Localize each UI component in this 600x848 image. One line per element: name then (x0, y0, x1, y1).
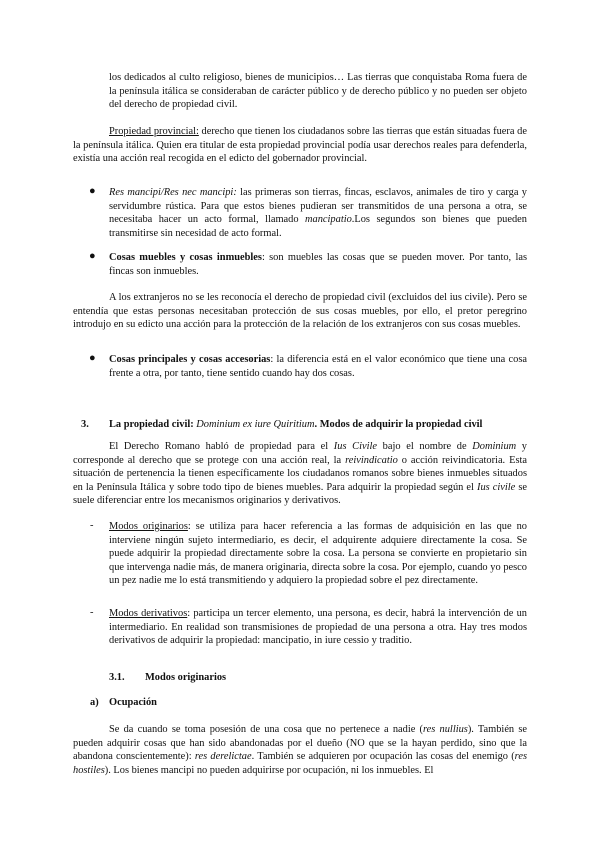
term-mancipatio: mancipatio (305, 214, 352, 226)
term-original-modes: Modos originarios (109, 521, 188, 532)
paragraph-occupation: Se da cuando se toma posesión de una cosa que no pertenece a nadie (res nullius). También se pueden adquirir cosas que han sido abandonadas por el dueño (NO que se la hayan perdido, sino que la abandona conscientemente): res derelictae. También se adquieren por ocupación las cosas del enemigo (res hostiles). Los bienes mancipi no pueden adquirirse por ocupación, ni los inmuebles. El (73, 724, 527, 776)
dash-marker: - (90, 607, 94, 618)
dash-item-original-modes: - Modos originarios: se utiliza para hacer referencia a las formas de adquisición en las que no interviene ningún sujeto intermediario, es decir, el adquirente adquiere directamente la cosa. Se puede adquirir la propiedad directamente sobre la cosa. La persona se convierte en propietario sin que intervenga nadie más, de manera originaria, directa sobre la cosa. Por ejemplo, cuando yo pesco un pez nadie me lo está transmitiendo y adquiero la propiedad sobre el pez directamente. (90, 520, 527, 587)
bullet-marker: ● (89, 352, 96, 364)
section-3-title: La propiedad civil: Dominium ex iure Quiritium. Modos de adquirir la propiedad civil (109, 419, 483, 430)
section-3-1-number: 3.1. (109, 672, 125, 683)
term-res-mancipi: Res mancipi/Res nec mancipi: (109, 187, 237, 198)
section-3-1-title: Modos originarios (145, 672, 227, 683)
section-a-number: a) (90, 697, 99, 708)
term-principal-accessory: Cosas principales y cosas accesorias (109, 354, 271, 365)
paragraph-provincial-property (73, 125, 527, 166)
paragraph-dominium: El Derecho Romano habló de propiedad para el Ius Civile bajo el nombre de Dominium y corresponde al derecho que se protege con una acción real, la reivindicatio o acción reivindicatoria. Esta situación de pertenencia la tienen específicamente los ciudadanos romanos sobre bienes inmuebles situados en la Península Itálica y sobre todo tipo de bienes muebles. Para adquirir la propiedad según el Ius civile se suele diferenciar entre los mecanismos originarios y derivativos. (73, 441, 528, 507)
paragraph-foreigners: A los extranjeros no se les reconocía el derecho de propiedad civil (excluidos del ius civile). Pero se entendía que estas personas necesitaban protección de sus cosas muebles, por ello, el pretor peregrino introdujo en su edicto una acción para la protección de la relación de los extranjeros con sus cosas muebles. (73, 292, 527, 331)
term-derivative-modes: Modos derivativos (109, 608, 188, 619)
bullet-movable-property: ● Cosas muebles y cosas inmuebles: son muebles las cosas que se pueden mover. Por tanto, las fincas son inmuebles. (89, 250, 527, 277)
bullet-marker: ● (89, 250, 96, 262)
paragraph-text: derecho que tienen los ciudadanos sobre las tierras que están situadas fuera de la península itálica. Quien era titular de esta propiedad provincial podía usar derechos reales para defenderla, existía una acción real recogida en el edicto del gobernador provincial. (73, 126, 527, 165)
paragraph-public-lands (109, 71, 527, 112)
section-3-number: 3. (81, 419, 89, 430)
bullet-marker: ● (89, 185, 96, 197)
term-movable-property: Cosas muebles y cosas inmuebles (109, 252, 262, 263)
bullet-res-mancipi: ● Res mancipi/Res nec mancipi: las primeras son tierras, fincas, esclavos, animales de tiro y carga y servidumbre rústica. Para que estos bienes pudieran ser transmitidos de una persona a otra, se necesitaba hacer un acto formal, llamado mancipatio.Los segundos son bienes que pueden transmitirse sin necesidad de acto formal. (89, 185, 527, 239)
dash-item-derivative-modes: - Modos derivativos: participa un tercer elemento, una persona, es decir, habrá la intervención de un intermediario. En realidad son transmisiones de propiedad de una persona a otra. Hay tres modos derivativos de adquirir la propiedad: mancipatio, in iure cessio y traditio. (90, 607, 528, 647)
term-provincial-property: Propiedad provincial: (109, 126, 199, 137)
paragraph-text: los dedicados al culto religioso, bienes de municipios… Las tierras que conquistaba Roma fuera de la península itálica se consideraban de carácter público y de derecho público y no pueden ser objeto del derecho de propiedad civil. (109, 72, 527, 111)
section-a-title: Ocupación (109, 697, 157, 708)
bullet-principal-accessory: ● Cosas principales y cosas accesorias: la diferencia está en el valor económico que tiene una cosa frente a otra, por tanto, tiene sentido cuando hay dos cosas. (89, 352, 527, 379)
dash-marker: - (90, 520, 94, 531)
